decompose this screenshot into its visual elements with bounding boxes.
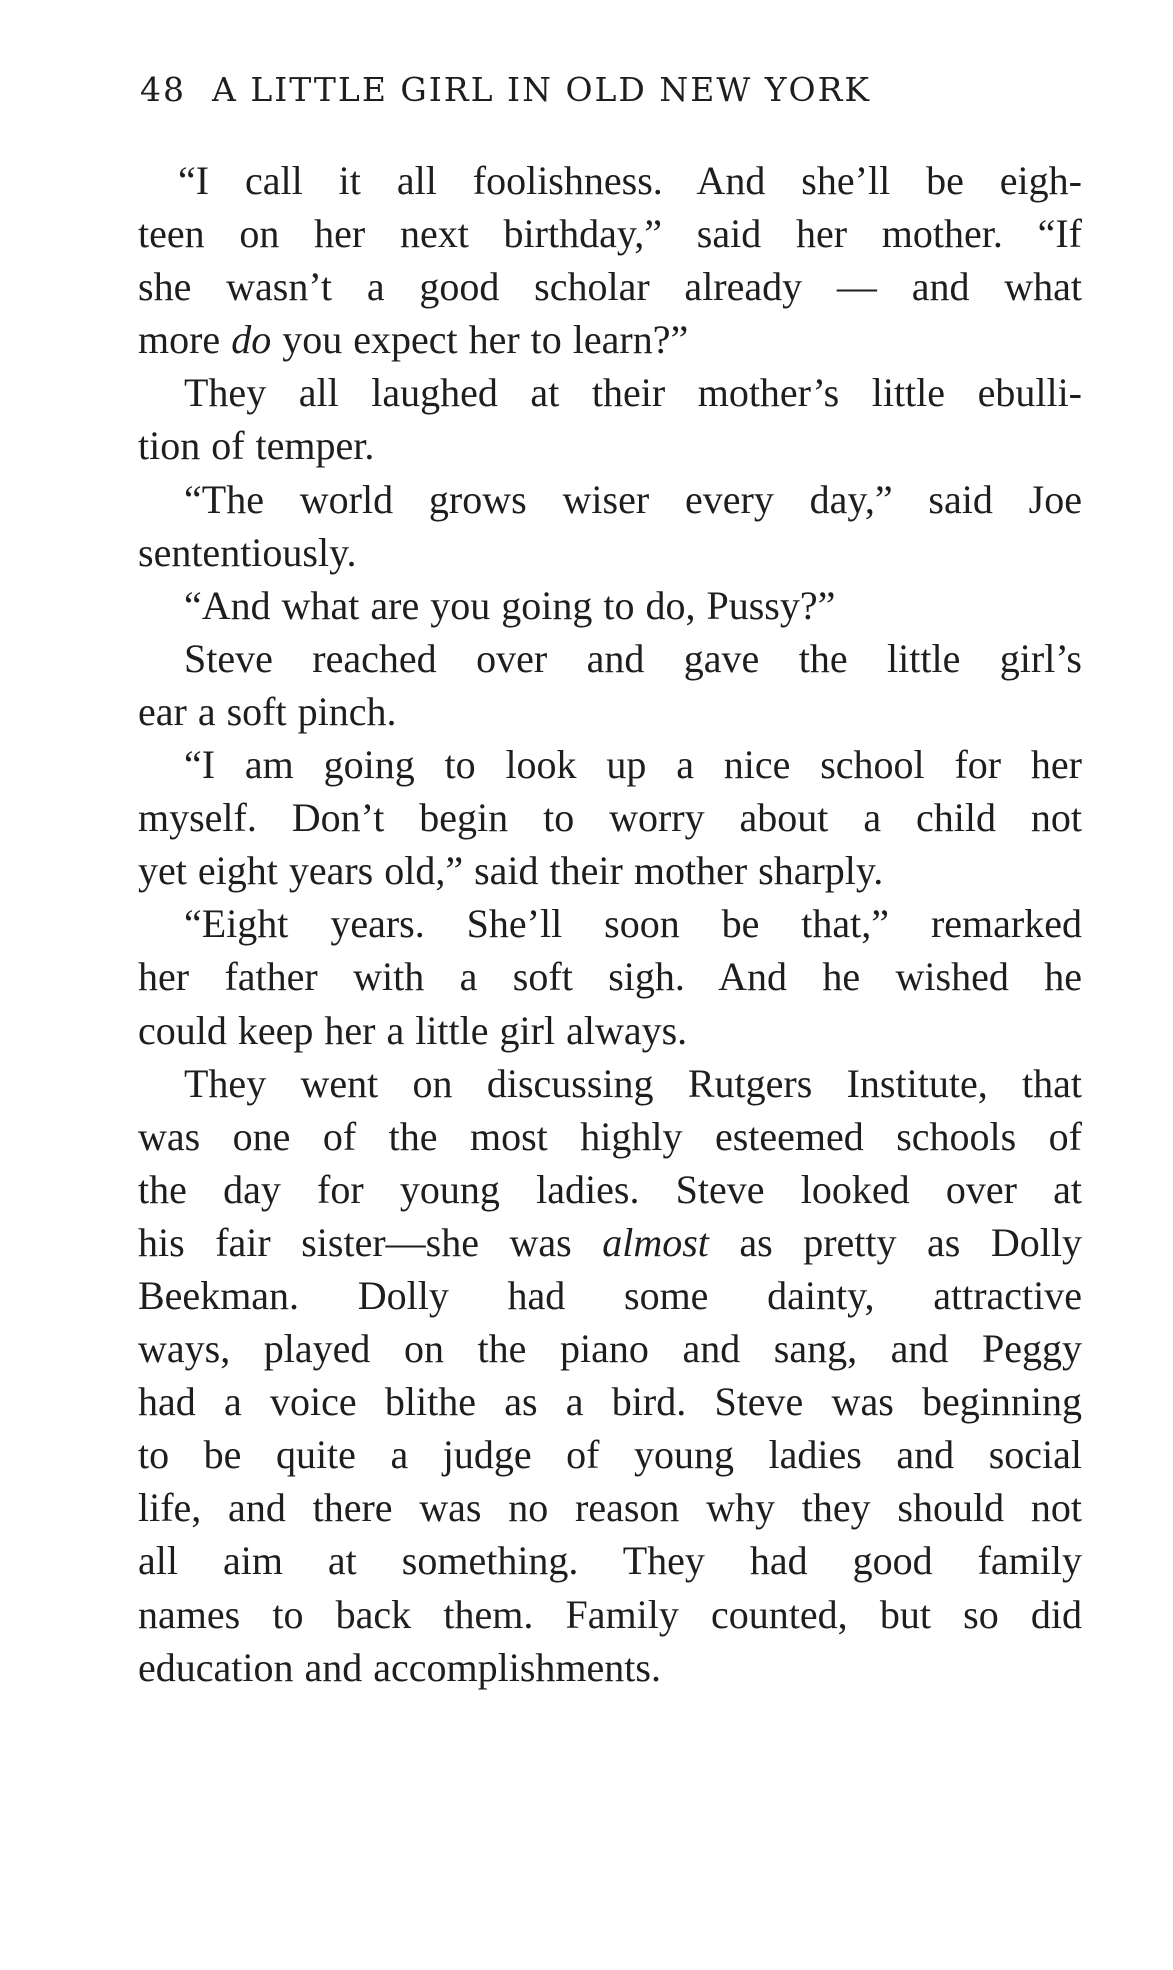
text-line: her father with a soft sigh. And he wished he [138,954,1082,1000]
text-line: to be quite a judge of young ladies and social [138,1432,1082,1478]
text-line: yet eight years old,” said their mother sharply. [138,848,884,894]
text-line: myself. Don’t begin to worry about a child not [138,795,1082,841]
text-line: “Eight years. She’ll soon be that,” remarked [184,901,1082,947]
text-line: was one of the most highly esteemed schools of [138,1113,1082,1159]
body-text [138,154,1082,1694]
running-title: A LITTLE GIRL IN OLD NEW YORK [212,70,872,109]
text-line: teen on her next birthday,” said her mother. “If [138,211,1082,257]
text-line: she wasn’t a good scholar already — and what [138,264,1082,310]
text-line: had a voice blithe as a bird. Steve was beginning [138,1379,1082,1425]
text-line: more do you expect her to learn?” [138,317,689,363]
text-line: “And what are you going to do, Pussy?” [184,582,836,628]
text-line: education and accomplishments. [138,1644,661,1690]
text-line: Beekman. Dolly had some dainty, attractive [138,1272,1082,1318]
text-line: all aim at something. They had good family [138,1538,1082,1584]
text-line: Steve reached over and gave the little girl’s [184,635,1082,681]
text-line: “I am going to look up a nice school for her [184,742,1082,788]
text-line: “The world grows wiser every day,” said Joe [184,476,1082,522]
text-line: They went on discussing Rutgers Institute, that [184,1060,1082,1106]
text-line: sententiously. [138,529,357,575]
text-line: life, and there was no reason why they should not [138,1485,1082,1531]
text-line: his fair sister—she was almost as pretty as Dolly [138,1219,1082,1265]
page-number: 48 [140,70,186,109]
text-line: ways, played on the piano and sang, and Peggy [138,1326,1082,1372]
text-line: could keep her a little girl always. [138,1007,688,1053]
text-line: They all laughed at their mother’s little ebulli- [184,370,1082,416]
text-line: ear a soft pinch. [138,688,397,734]
text-line: “I call it all foolishness. And she’ll be eigh- [178,158,1082,203]
text-line: the day for young ladies. Steve looked over at [138,1166,1082,1212]
text-line: names to back them. Family counted, but so did [138,1591,1082,1637]
running-head [140,68,1080,112]
text-line: tion of temper. [138,423,375,469]
